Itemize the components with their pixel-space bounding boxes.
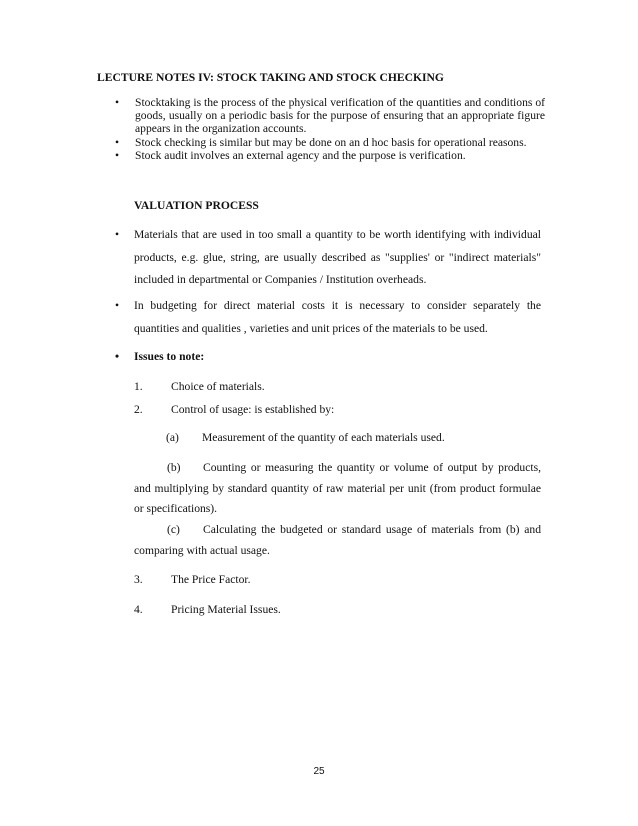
usage-control-label: (a) (166, 431, 179, 444)
issue-number: 1. (134, 380, 143, 393)
bullet-icon: • (115, 96, 120, 109)
usage-control-label: (b) (167, 461, 181, 474)
page-number: 25 (313, 766, 325, 777)
usage-control-b (134, 458, 541, 520)
valuation-bullet (115, 224, 541, 292)
issue-number: 4. (134, 603, 143, 616)
section-heading: VALUATION PROCESS (134, 199, 259, 212)
intro-bullet-list (115, 96, 545, 162)
issues-heading-text: Issues to note: (134, 350, 205, 363)
issue-number: 2. (134, 403, 143, 416)
bullet-text: Stock checking is similar but may be done on an d hoc basis for operational reasons. (135, 135, 527, 149)
issue-text: The Price Factor. (171, 573, 251, 586)
issues-heading (115, 346, 541, 369)
usage-control-label: (c) (167, 523, 180, 536)
issue-text: Choice of materials. (171, 380, 265, 393)
bullet-icon: • (115, 135, 120, 149)
page-title: LECTURE NOTES IV: STOCK TAKING AND STOCK CHECKING (97, 71, 444, 84)
list-item (115, 96, 545, 136)
issue-text: Control of usage: is established by: (171, 403, 335, 416)
issue-number: 3. (134, 573, 143, 586)
bullet-icon: • (115, 148, 120, 162)
list-item (115, 149, 545, 162)
usage-control-text: Counting or measuring the quantity or volume of output by products, and multiplying by standard quantity of raw material per unit (from product formulae or specifications). (134, 461, 541, 515)
bullet-icon: • (115, 299, 120, 312)
valuation-bullet (115, 295, 541, 340)
usage-control-c (134, 520, 541, 561)
bullet-icon: • (115, 350, 120, 363)
list-item (115, 136, 545, 149)
usage-control-text: Measurement of the quantity of each materials used. (202, 431, 445, 444)
bullet-text: Stock audit involves an external agency and the purpose is verification. (135, 148, 466, 162)
bullet-text: In budgeting for direct material costs it is necessary to consider separately the quantities and qualities , varieties and unit prices of the materials to be used. (134, 299, 541, 335)
bullet-text: Materials that are used in too small a quantity to be worth identifying with individual products, e.g. glue, string, are usually described as "supplies' or "indirect materials" included in departmental or Companies / Institution overheads. (134, 228, 541, 286)
usage-control-text: Calculating the budgeted or standard usage of materials from (b) and comparing with actual usage. (134, 523, 541, 557)
bullet-icon: • (115, 228, 120, 241)
bullet-text: Stocktaking is the process of the physical verification of the quantities and conditions of goods, usually on a periodic basis for the purpose of ensuring that an appropriate figure appears in the organization accounts. (135, 96, 545, 136)
issue-text: Pricing Material Issues. (171, 603, 281, 616)
